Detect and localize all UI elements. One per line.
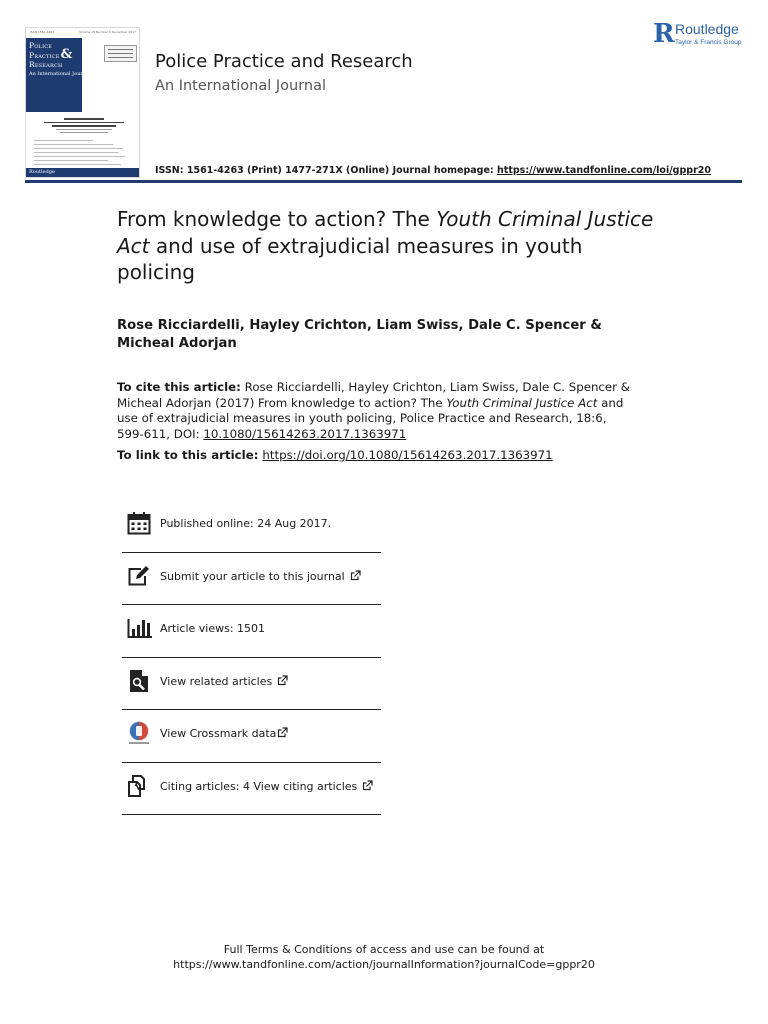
info-submit[interactable] [122,553,381,606]
published-date: Published online: 24 Aug 2017. [160,517,332,530]
crossmark-link[interactable] [160,727,288,740]
submit-article-label: Submit your article to this journal [160,569,345,583]
external-link-icon [362,780,373,791]
cover-issn: ISSN 1561-4263 [30,30,55,34]
cover-footer [26,168,139,177]
cover-title-line2: Practice [29,51,60,60]
article-title-italic: Youth Criminal Justice Act [117,207,654,258]
cover-footer-text: Routledge [29,169,55,175]
article-views: Article views: 1501 [160,622,266,635]
article-title-part2: and use of extrajudicial measures in youth policing [117,233,583,284]
cover-title-sub: An International Journal [29,71,91,77]
related-articles-link[interactable] [160,675,288,688]
cite-label: To cite this article: [117,380,241,394]
cite-text-part2: and use of extrajudicial measures in youth policing, Police Practice and Research, 18:6, 599-611, DOI: [117,395,624,441]
info-citing[interactable] [122,763,381,816]
journal-subtitle: An International Journal [155,78,327,94]
submit-article-link[interactable] [160,570,361,583]
cover-title-line3: Research [29,60,63,69]
cite-text-part1: Rose Ricciardelli, Hayley Crichton, Liam Swiss, Dale C. Spencer & Micheal Adorjan (2017) From knowledge to action? The [117,380,630,410]
external-link-icon [277,675,288,686]
document-search-icon [127,669,151,693]
cite-doi-link[interactable]: 10.1080/15614263.2017.1363971 [203,426,407,441]
info-crossmark[interactable] [122,710,381,763]
related-articles-label: View related articles [160,674,273,688]
citing-articles-link[interactable] [160,780,373,793]
journal-homepage-link[interactable]: https://www.tandfonline.com/loi/gppr20 [497,165,711,176]
edit-icon [127,564,151,588]
publisher-name: Routledge [675,21,739,37]
header-divider [25,180,742,183]
cover-volume: Volume 18 Number 6 December 2017 [79,30,136,34]
article-authors: Rose Ricciardelli, Hayley Crichton, Liam Swiss, Dale C. Spencer & Micheal Adorjan [117,318,602,351]
citing-icon [127,774,151,798]
publisher-logo [653,21,753,51]
cover-title-line1: Police [29,41,53,50]
publisher-tagline: Taylor & Francis Group [675,39,742,46]
terms-link[interactable]: https://www.tandfonline.com/action/journalInformation?journalCode=gppr20 [173,958,595,971]
crossmark-icon [127,721,151,745]
issn-text: ISSN: 1561-4263 (Print) 1477-271X (Online) Journal homepage: [155,165,498,176]
journal-cover-image [25,27,140,178]
article-doi-link[interactable]: https://doi.org/10.1080/15614263.2017.1363971 [262,448,553,462]
citation-block [117,380,637,442]
link-label: To link to this article: [117,448,259,462]
routledge-r-icon: R [653,19,675,49]
cite-text-italic: Youth Criminal Justice Act [446,395,598,410]
external-link-icon [350,570,361,581]
info-related[interactable] [122,658,381,711]
journal-title: Police Practice and Research [155,51,413,72]
cover-issue-box [104,45,137,62]
cover-title-amp: & [60,47,73,62]
terms-footer [0,942,768,972]
citing-articles-label: Citing articles: 4 View citing articles [160,779,358,793]
calendar-icon [127,511,151,535]
info-views [122,605,381,658]
issn-line [155,165,711,176]
cover-special-issue-text [44,118,124,135]
external-link-icon [277,727,288,738]
bar-chart-icon [127,616,151,640]
article-info-list [122,500,381,815]
cover-title-band [26,38,91,112]
article-title-part1: From knowledge to action? The [117,207,437,231]
terms-line1: Full Terms & Conditions of access and use can be found at [223,943,545,956]
article-title [117,206,657,286]
info-published [122,500,381,553]
crossmark-label: View Crossmark data [160,727,277,740]
article-link-line [117,448,553,462]
